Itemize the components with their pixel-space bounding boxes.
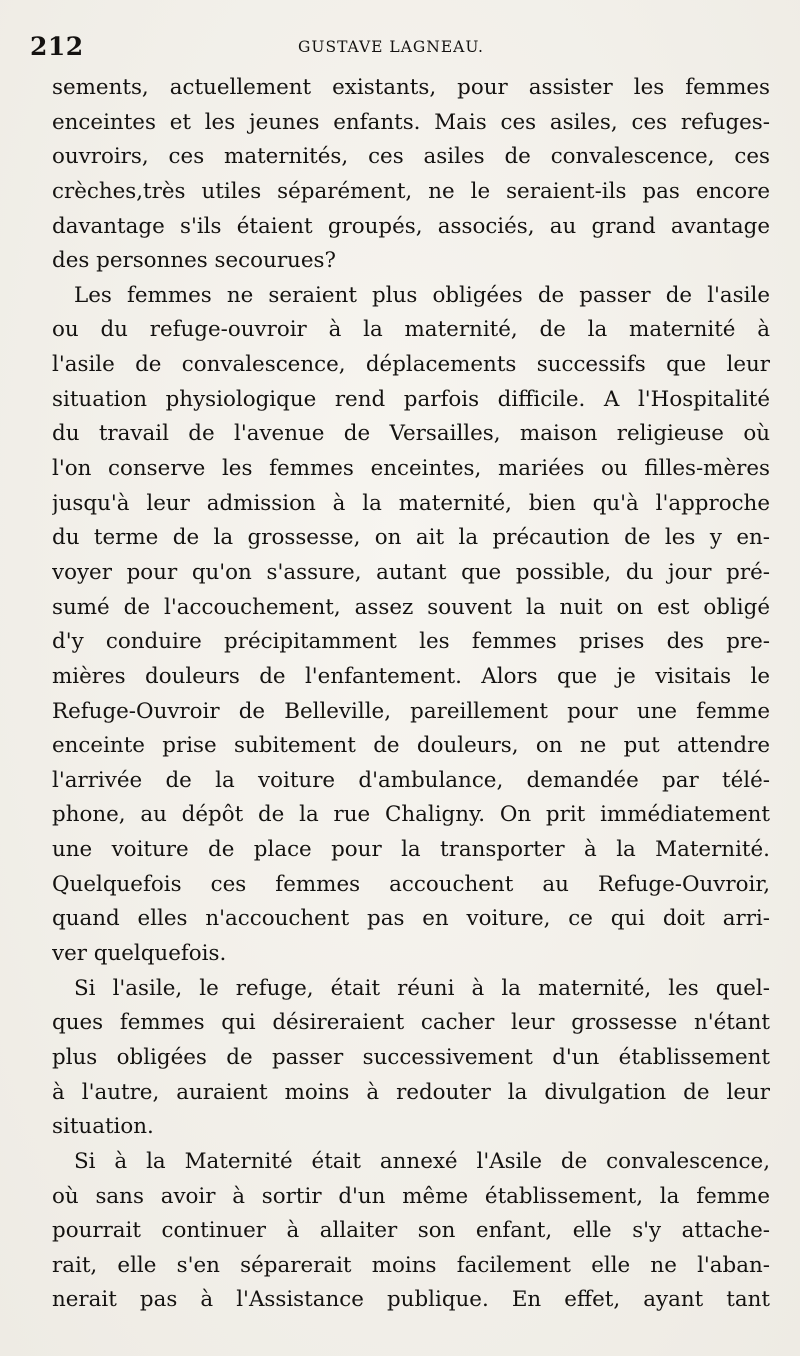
text-line: Refuge-Ouvroir de Belleville, pareillement pour une femme bbox=[52, 698, 770, 724]
text-line: d'y conduire précipitamment les femmes prises des pre- bbox=[52, 629, 770, 655]
text-line: où sans avoir à sortir d'un même établissement, la femme bbox=[52, 1183, 770, 1209]
text-line: Quelquefois ces femmes accouchent au Refuge-Ouvroir, bbox=[52, 871, 770, 897]
page-number: 212 bbox=[30, 32, 84, 61]
text-line: enceinte prise subitement de douleurs, on ne put attendre bbox=[52, 733, 770, 759]
text-line: ques femmes qui désireraient cacher leur grossesse n'étant bbox=[52, 1010, 770, 1036]
text-line: nerait pas à l'Assistance publique. En effet, ayant tant bbox=[52, 1287, 770, 1313]
text-line: ouvroirs, ces maternités, ces asiles de convalescence, ces bbox=[52, 144, 770, 170]
text-line: rait, elle s'en séparerait moins facilement elle ne l'aban- bbox=[52, 1252, 770, 1278]
text-line: plus obligées de passer successivement d'un établissement bbox=[52, 1044, 770, 1070]
page-header bbox=[30, 30, 770, 64]
text-line: l'on conserve les femmes enceintes, mariées ou filles-mères bbox=[52, 456, 770, 482]
text-line: sumé de l'accouchement, assez souvent la nuit on est obligé bbox=[52, 594, 770, 620]
text-line: l'arrivée de la voiture d'ambulance, demandée par télé- bbox=[52, 767, 770, 793]
text-line: davantage s'ils étaient groupés, associés, au grand avantage bbox=[52, 213, 770, 239]
text-line: enceintes et les jeunes enfants. Mais ces asiles, ces refuges- bbox=[52, 109, 770, 135]
text-line: ou du refuge-ouvroir à la maternité, de la maternité à bbox=[52, 317, 770, 343]
text-line: du travail de l'avenue de Versailles, maison religieuse où bbox=[52, 421, 770, 447]
text-line: crèches,très utiles séparément, ne le seraient-ils pas encore bbox=[52, 178, 770, 204]
text-line: situation physiologique rend parfois difficile. A l'Hospitalité bbox=[52, 386, 770, 412]
text-line: sements, actuellement existants, pour assister les femmes bbox=[52, 75, 770, 100]
text-line: Si l'asile, le refuge, était réuni à la maternité, les quel- bbox=[74, 975, 770, 1001]
text-line: quand elles n'accouchent pas en voiture, ce qui doit arri- bbox=[52, 906, 770, 932]
text-line: ver quelquefois. bbox=[52, 941, 227, 967]
text-line: mières douleurs de l'enfantement. Alors que je visitais le bbox=[52, 663, 770, 689]
text-line: jusqu'à leur admission à la maternité, bien qu'à l'approche bbox=[52, 490, 770, 516]
text-line: Les femmes ne seraient plus obligées de passer de l'asile bbox=[74, 282, 770, 308]
body-text bbox=[52, 71, 770, 1318]
text-line: situation. bbox=[52, 1114, 154, 1140]
text-line: des personnes secourues? bbox=[52, 248, 336, 274]
text-line: Si à la Maternité était annexé l'Asile de convalescence, bbox=[74, 1148, 770, 1174]
text-line: à l'autre, auraient moins à redouter la divulgation de leur bbox=[52, 1079, 770, 1105]
text-line: du terme de la grossesse, on ait la précaution de les y en- bbox=[52, 525, 770, 551]
text-line: l'asile de convalescence, déplacements successifs que leur bbox=[52, 352, 770, 378]
text-line: une voiture de place pour la transporter à la Maternité. bbox=[52, 837, 770, 863]
text-line: pourrait continuer à allaiter son enfant, elle s'y attache- bbox=[52, 1218, 770, 1244]
text-line: phone, au dépôt de la rue Chaligny. On prit immédiatement bbox=[52, 802, 770, 828]
text-line: voyer pour qu'on s'assure, autant que possible, du jour pré- bbox=[52, 559, 770, 585]
running-head: GUSTAVE LAGNEAU. bbox=[298, 38, 484, 56]
